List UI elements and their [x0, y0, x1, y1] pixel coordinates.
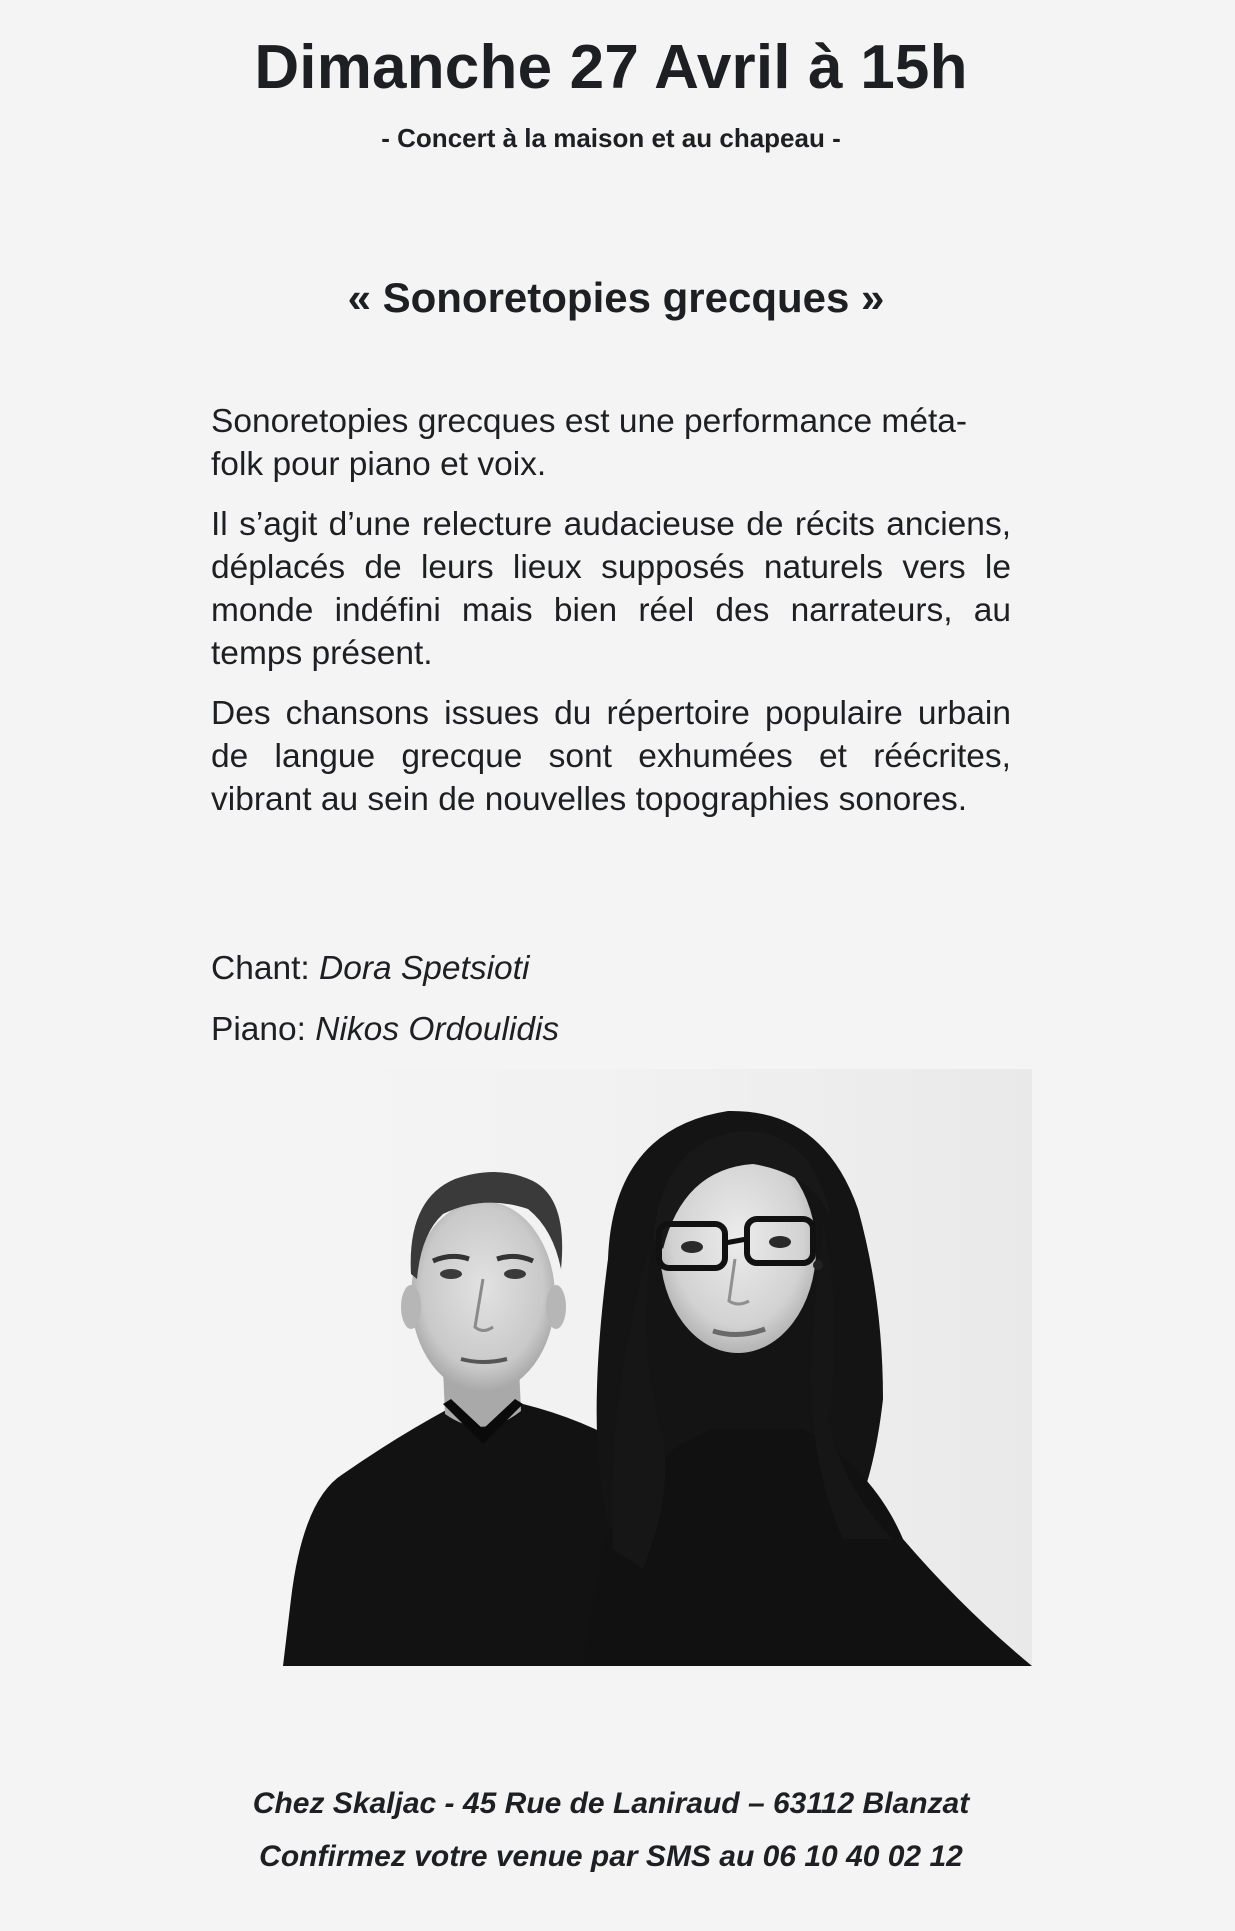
credit-chant	[211, 947, 1011, 990]
event-date-title: Dimanche 27 Avril à 15h	[254, 33, 968, 102]
musicians-photo	[283, 1069, 1032, 1666]
description-paragraph: Il s’agit d’une relecture audacieuse de récits anciens, déplacés de leurs lieux supposés naturels vers le monde indéfini mais bien réel des narrateurs, au temps présent.	[211, 506, 1011, 672]
venue-address: Chez Skaljac - 45 Rue de Laniraud – 63112 Blanzat	[252, 1787, 970, 1820]
credits	[211, 947, 1011, 1069]
credit-chant-label: Chant:	[211, 950, 320, 987]
show-title: « Sonoretopies grecques »	[347, 274, 885, 321]
credit-piano-name: Nikos Ordoulidis	[315, 1011, 560, 1048]
credit-piano	[211, 1008, 1011, 1051]
credit-chant-name: Dora Spetsioti	[319, 950, 530, 987]
rsvp-instructions: Confirmez votre venue par SMS au 06 10 40 02 12	[259, 1840, 963, 1873]
description-paragraph: Des chansons issues du répertoire populaire urbain de langue grecque sont exhumées et réécrites, vibrant au sein de nouvelles topographies sonores.	[211, 695, 1011, 818]
event-subtitle: - Concert à la maison et au chapeau -	[381, 123, 841, 153]
musicians-photo-illustration	[283, 1069, 1032, 1666]
credit-piano-label: Piano:	[211, 1011, 316, 1048]
description-paragraph: Sonoretopies grecques est une performance méta-folk pour piano et voix.	[211, 403, 968, 483]
description	[211, 400, 1011, 838]
